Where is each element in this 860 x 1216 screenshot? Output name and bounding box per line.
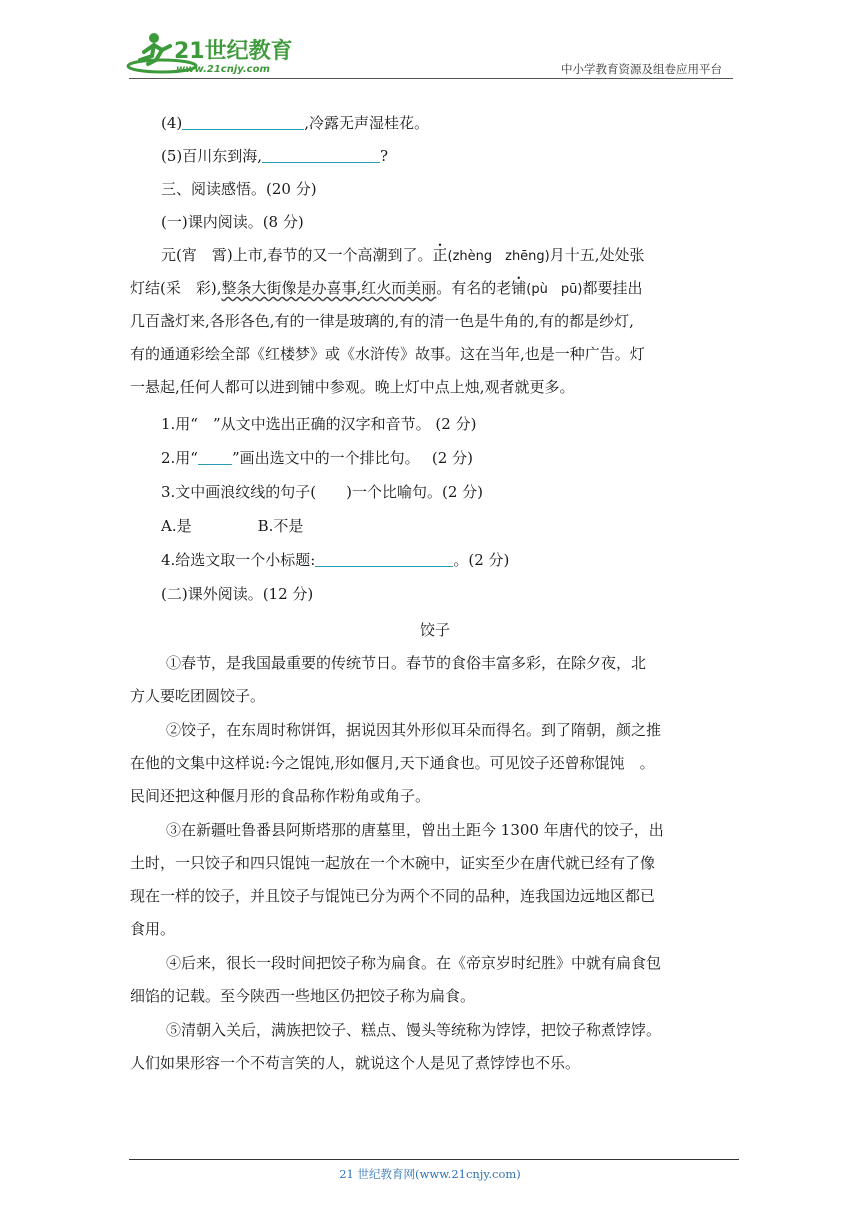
answer-blank[interactable] bbox=[262, 147, 380, 163]
wavy-underlined-sentence: 整条大街像是办喜事,红火而美丽 bbox=[221, 279, 437, 297]
text-span: 月十五,处处张 bbox=[549, 246, 645, 264]
site-logo[interactable] bbox=[124, 30, 294, 80]
passage1-line4: 有的通通彩绘全部《红楼梦》或《水浒传》故事。这在当年,也是一种广告。灯 bbox=[130, 345, 645, 363]
question-3-options bbox=[161, 516, 303, 536]
poem-q4 bbox=[161, 113, 429, 133]
passage1-line1 bbox=[161, 245, 645, 267]
question-2 bbox=[161, 448, 473, 468]
sub-section-1-heading: (一)课内阅读。(8 分) bbox=[161, 213, 304, 231]
question-1: 1.用“ ”从文中选出正确的汉字和音节。 (2 分) bbox=[161, 415, 477, 433]
paragraph-3-line1: ③在新疆吐鲁番县阿斯塔那的唐墓里，曾出土距今 1300 年唐代的饺子，出 bbox=[166, 821, 664, 839]
text-span: 元(宵 霄)上市,春节的又一个高潮到了。 bbox=[161, 246, 433, 264]
text-span: 都要挂出 bbox=[582, 279, 643, 297]
passage1-line3: 几百盏灯来,各形各色,有的一律是玻璃的,有的清一色是牛角的,有的都是纱灯, bbox=[130, 312, 634, 330]
platform-name: 中小学教育资源及组卷应用平台 bbox=[561, 62, 722, 76]
logo-url: www.21cnjy.com bbox=[176, 64, 270, 75]
answer-blank[interactable] bbox=[182, 114, 304, 130]
passage1-line2 bbox=[130, 278, 642, 300]
option-a[interactable]: A.是 bbox=[161, 517, 192, 535]
footer-link[interactable]: 21 世纪教育网(www.21cnjy.com) bbox=[339, 1167, 521, 1181]
paragraph-4-line1: ④后来，很长一段时间把饺子称为扁食。在《帝京岁时纪胜》中就有扁食包 bbox=[166, 954, 662, 972]
paragraph-4-line2: 细馅的记载。至今陕西一些地区仍把饺子称为扁食。 bbox=[130, 987, 476, 1005]
text-span: 2.用“ bbox=[161, 449, 198, 467]
question-4 bbox=[161, 550, 509, 570]
q5-suffix: ? bbox=[380, 147, 389, 165]
text-span: 灯结(采 彩), bbox=[130, 279, 222, 297]
pinyin-choice: (zhèng zhēng) bbox=[447, 249, 550, 264]
poem-q5 bbox=[161, 146, 388, 166]
passage1-line5: 一悬起,任何人都可以进到铺中参观。晚上灯中点上烛,观者就更多。 bbox=[130, 378, 575, 396]
paragraph-2-line3: 民间还把这种偃月形的食品称作粉角或角子。 bbox=[130, 787, 431, 805]
paragraph-3-line4: 食用。 bbox=[130, 920, 176, 938]
header-divider bbox=[129, 78, 733, 79]
dotted-char: 铺 bbox=[511, 279, 527, 297]
paragraph-2-line1: ②饺子，在东周时称饼饵，据说因其外形似耳朵而得名。到了隋朝，颜之推 bbox=[166, 721, 662, 739]
paragraph-3-line2: 土时，一只饺子和四只馄饨一起放在一个木碗中，证实至少在唐代就已经有了像 bbox=[130, 854, 656, 872]
q5-prefix: (5)百川东到海, bbox=[161, 147, 263, 165]
q4-prefix: (4) bbox=[161, 114, 183, 132]
pinyin-choice: (pù pū) bbox=[526, 282, 583, 297]
text-span: ”画出选文中的一个排比句。 (2 分) bbox=[231, 449, 473, 467]
paragraph-1-line1: ①春节，是我国最重要的传统节日。春节的食俗丰富多彩，在除夕夜，北 bbox=[166, 654, 647, 672]
paragraph-1-line2: 方人要吃团圆饺子。 bbox=[130, 687, 266, 705]
footer-divider bbox=[129, 1159, 739, 1160]
dotted-char: 正 bbox=[432, 246, 448, 264]
runner-logo-icon bbox=[124, 30, 294, 80]
question-3: 3.文中画浪纹线的句子( )一个比喻句。(2 分) bbox=[161, 483, 484, 501]
text-span: 。(2 分) bbox=[453, 551, 510, 569]
option-b[interactable]: B.不是 bbox=[257, 517, 304, 535]
q4-suffix: ,冷露无声湿桂花。 bbox=[304, 114, 430, 132]
paragraph-5-line2: 人们如果形容一个不苟言笑的人，就说这个人是见了煮饽饽也不乐。 bbox=[130, 1054, 581, 1072]
logo-text: 21世纪教育 bbox=[174, 39, 293, 64]
sub-section-2-heading: (二)课外阅读。(12 分) bbox=[161, 585, 314, 603]
underline-sample bbox=[198, 449, 232, 465]
answer-blank[interactable] bbox=[315, 551, 453, 567]
paragraph-5-line1: ⑤清朝入关后，满族把饺子、糕点、馒头等统称为饽饽，把饺子称煮饽饽。 bbox=[166, 1021, 662, 1039]
paragraph-3-line3: 现在一样的饺子，并且饺子与馄饨已分为两个不同的品种，连我国边远地区都已 bbox=[130, 887, 656, 905]
paragraph-2-line2: 在他的文集中这样说:今之馄饨,形如偃月,天下通食也。可见饺子还曾称馄饨 。 bbox=[130, 754, 655, 772]
section-3-heading: 三、阅读感悟。(20 分) bbox=[161, 180, 317, 198]
article-title: 饺子 bbox=[419, 621, 450, 639]
text-span: 4.给选文取一个小标题: bbox=[161, 551, 316, 569]
text-span: 。有名的老 bbox=[436, 279, 512, 297]
